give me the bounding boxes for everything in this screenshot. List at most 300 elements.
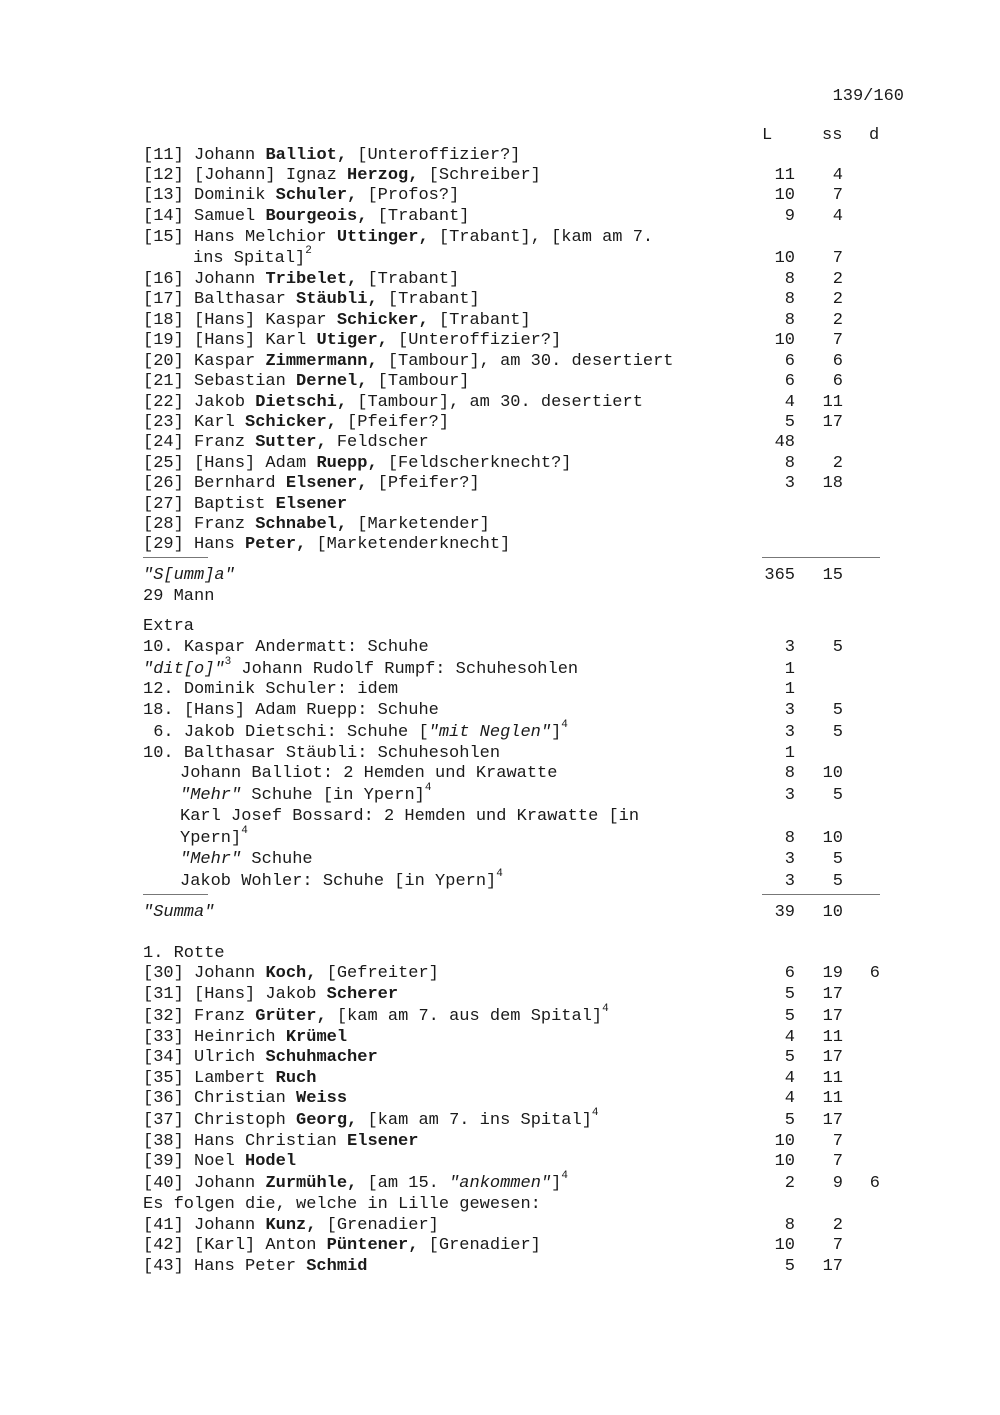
- table-row: [0, 186, 1000, 206]
- list-item: [0, 807, 1000, 827]
- entry-number: [16]: [143, 270, 184, 289]
- value-L: 3: [784, 638, 795, 657]
- entry-number: [36]: [143, 1089, 184, 1108]
- item-text: Schuhe [in Ypern]: [241, 786, 425, 805]
- entry-number: [17]: [143, 290, 184, 309]
- entry-number: [24]: [143, 433, 184, 452]
- surname: Uttinger,: [336, 228, 429, 247]
- given-name: Lambert: [194, 1069, 276, 1088]
- list-item: [0, 868, 1000, 892]
- entry-text: [143, 1048, 378, 1068]
- value-L: 10: [774, 186, 795, 205]
- given-name: [Hans] Adam: [194, 454, 317, 473]
- entry-number: [37]: [143, 1111, 184, 1130]
- surname: Peter,: [245, 535, 307, 554]
- section-title-row: [0, 944, 1000, 964]
- table-row: [0, 1003, 1000, 1027]
- value-L: 1: [784, 744, 795, 763]
- surname: Herzog,: [347, 166, 419, 185]
- note-row: [0, 1195, 1000, 1215]
- value-ss: 10: [822, 764, 843, 783]
- value-ss: 6: [832, 372, 843, 391]
- entry-number: [30]: [143, 964, 184, 983]
- entry-text: [143, 290, 480, 310]
- entry-number: [43]: [143, 1257, 184, 1276]
- list-item: [0, 764, 1000, 784]
- table-row: [0, 146, 1000, 166]
- value-ss: 2: [832, 1216, 843, 1235]
- table-row: [0, 964, 1000, 984]
- footnote-ref: 4: [241, 825, 248, 838]
- value-L: 10: [774, 1152, 795, 1171]
- entry-text: [193, 245, 312, 269]
- sum-label: "Summa": [143, 903, 215, 922]
- value-d: 6: [869, 964, 880, 983]
- surname: Hodel: [245, 1152, 297, 1171]
- entry-number: [22]: [143, 393, 184, 412]
- given-name: [Hans] Karl: [194, 331, 317, 350]
- entry-number: [41]: [143, 1216, 184, 1235]
- table-row: [0, 1257, 1000, 1277]
- entry-text: [180, 764, 557, 784]
- entry-note: [Trabant]: [428, 311, 531, 330]
- page-number: 139/160: [832, 87, 904, 106]
- table-row: [0, 1107, 1000, 1131]
- surname: Weiss: [296, 1089, 348, 1108]
- entry-number: [39]: [143, 1152, 184, 1171]
- given-name: Johann: [194, 1216, 266, 1235]
- entry-text: [180, 807, 639, 827]
- value-ss: 7: [832, 1132, 843, 1151]
- entry-number: 6.: [143, 723, 174, 742]
- surname: Grüter,: [255, 1007, 327, 1026]
- entry-number: [42]: [143, 1236, 184, 1255]
- given-name: Johann: [194, 1174, 266, 1193]
- value-ss: 5: [832, 638, 843, 657]
- entry-note: Feldscher: [326, 433, 429, 452]
- surname: Utiger,: [316, 331, 388, 350]
- table-row: [0, 245, 1000, 269]
- footnote-ref: 4: [602, 1003, 609, 1016]
- entry-text: [143, 372, 470, 392]
- value-L: 3: [784, 850, 795, 869]
- value-L: 8: [784, 764, 795, 783]
- given-name: Baptist: [194, 495, 276, 514]
- value-L: 4: [784, 1028, 795, 1047]
- entry-note: [Unteroffizier?]: [347, 146, 521, 165]
- surname: Bourgeois,: [265, 207, 368, 226]
- entry-text: [143, 331, 561, 351]
- item-text: Balthasar Stäubli: Schuhesohlen: [183, 744, 501, 763]
- section-title: Extra: [143, 617, 195, 636]
- surname: Balliot,: [265, 146, 348, 165]
- entry-note: [Gefreiter]: [316, 964, 439, 983]
- surname: Schuler,: [275, 186, 358, 205]
- given-name: Franz: [194, 515, 256, 534]
- given-name: Sebastian: [194, 372, 297, 391]
- surname: Stäubli,: [296, 290, 378, 309]
- value-L: 5: [784, 985, 795, 1004]
- rule-right: [762, 894, 880, 895]
- entry-text: [143, 166, 541, 186]
- value-ss: 4: [832, 207, 843, 226]
- entry-note: [Trabant]: [367, 207, 470, 226]
- given-name: Hans: [194, 535, 246, 554]
- entry-number: [19]: [143, 331, 184, 350]
- entry-number: [25]: [143, 454, 184, 473]
- item-text: Schuhe: [241, 850, 313, 869]
- quoted-term: "ankommen": [449, 1174, 552, 1193]
- entry-text: [143, 311, 531, 331]
- value-L: 3: [784, 701, 795, 720]
- entry-text: [143, 964, 439, 984]
- entry-note: [Grenadier]: [316, 1216, 439, 1235]
- table-row: [0, 331, 1000, 351]
- entry-text: [143, 433, 429, 453]
- table-row: [0, 228, 1000, 248]
- value-L: 3: [784, 474, 795, 493]
- entry-number: [14]: [143, 207, 184, 226]
- value-ss: 11: [822, 1089, 843, 1108]
- value-L: 5: [784, 1111, 795, 1130]
- entry-number: [23]: [143, 413, 184, 432]
- given-name: Hans Peter: [194, 1257, 307, 1276]
- value-L: 6: [784, 964, 795, 983]
- entry-text: [143, 535, 510, 555]
- value-L: 3: [784, 723, 795, 742]
- surname: Sutter,: [255, 433, 327, 452]
- entry-number: [38]: [143, 1132, 184, 1151]
- entry-text: [143, 1236, 541, 1256]
- table-row: [0, 166, 1000, 186]
- count-text: 29 Mann: [143, 587, 215, 606]
- entry-text: [143, 680, 398, 700]
- entry-note: [Marketenderknecht]: [306, 535, 511, 554]
- entry-text: [143, 656, 579, 680]
- list-item: [0, 744, 1000, 764]
- section-title: 1. Rotte: [143, 944, 225, 963]
- given-name: Noel: [194, 1152, 246, 1171]
- entry-text: [143, 228, 653, 248]
- entry-text: [143, 495, 347, 515]
- entry-note: [Unteroffizier?]: [387, 331, 562, 350]
- value-L: 5: [784, 1007, 795, 1026]
- given-name: [Hans] Kaspar: [194, 311, 337, 330]
- value-ss: 5: [832, 786, 843, 805]
- table-row: [0, 1132, 1000, 1152]
- value-L: 6: [784, 372, 795, 391]
- value-ss: 17: [822, 1111, 843, 1130]
- entry-text: [143, 352, 674, 372]
- table-row: [0, 985, 1000, 1005]
- value-ss: 10: [822, 829, 843, 848]
- table-row: [0, 1048, 1000, 1068]
- entry-note: [Grenadier]: [418, 1236, 541, 1255]
- list-item: [0, 825, 1000, 849]
- table-row: [0, 433, 1000, 453]
- entry-text: [143, 638, 429, 658]
- value-ss: 7: [832, 249, 843, 268]
- list-item: [0, 850, 1000, 870]
- table-row: [0, 311, 1000, 331]
- entry-number: [13]: [143, 186, 184, 205]
- entry-note: [Trabant]: [377, 290, 480, 309]
- given-name: Heinrich: [194, 1028, 286, 1047]
- surname: Georg,: [296, 1111, 358, 1130]
- item-text: Dominik Schuler: idem: [183, 680, 399, 699]
- given-name: Johann: [194, 270, 266, 289]
- surname: Schuhmacher: [265, 1048, 378, 1067]
- value-L: 4: [784, 393, 795, 412]
- entry-text: [143, 413, 449, 433]
- table-row: [0, 495, 1000, 515]
- given-name: Johann: [194, 146, 266, 165]
- value-ss: 5: [832, 850, 843, 869]
- section-title-row: [0, 617, 1000, 637]
- footnote-ref: 4: [561, 719, 568, 732]
- entry-number: 18.: [143, 701, 174, 720]
- item-text: Johann Rudolf Rumpf: Schuhesohlen: [231, 660, 579, 679]
- value-ss: 17: [822, 985, 843, 1004]
- value-ss: 2: [832, 454, 843, 473]
- value-ss: 5: [832, 723, 843, 742]
- entry-number: [21]: [143, 372, 184, 391]
- entry-note: [Tambour], am 30. desertiert: [347, 393, 643, 412]
- surname: Koch,: [265, 964, 317, 983]
- entry-text: [143, 186, 459, 206]
- table-row: [0, 352, 1000, 372]
- entry-text: [143, 207, 470, 227]
- table-row: [0, 1236, 1000, 1256]
- entry-text: [143, 474, 480, 494]
- value-L: 1: [784, 680, 795, 699]
- value-ss: 5: [832, 701, 843, 720]
- value-ss: 7: [832, 331, 843, 350]
- surname: Schnabel,: [255, 515, 348, 534]
- table-row: [0, 1069, 1000, 1089]
- given-name: Bernhard: [194, 474, 286, 493]
- given-name: [Johann] Ignaz: [194, 166, 348, 185]
- sum-label: "S[umm]a": [143, 566, 235, 585]
- surname: Zimmermann,: [265, 352, 378, 371]
- value-L: 4: [784, 1069, 795, 1088]
- value-L: 10: [774, 249, 795, 268]
- footnote-ref: 4: [591, 1107, 599, 1120]
- value-L: 8: [784, 270, 795, 289]
- entry-text: [143, 146, 521, 166]
- entry-number: [20]: [143, 352, 184, 371]
- surname: Krümel: [285, 1028, 348, 1047]
- value-L: 8: [784, 290, 795, 309]
- entry-note: [Pfeifer?]: [336, 413, 450, 432]
- list-item: [0, 719, 1000, 743]
- entry-text: [180, 782, 432, 806]
- value-L: 8: [784, 829, 795, 848]
- given-name: Samuel: [194, 207, 266, 226]
- given-name: Karl: [194, 413, 246, 432]
- given-name: Franz: [194, 433, 256, 452]
- entry-note: [Tambour], am 30. desertiert: [377, 352, 674, 371]
- entry-note: [Trabant]: [357, 270, 460, 289]
- value-L: 10: [774, 1236, 795, 1255]
- value-L: 8: [784, 1216, 795, 1235]
- value-ss: 5: [832, 872, 843, 891]
- column-header-d: d: [869, 126, 880, 145]
- given-name: ins Spital]: [193, 249, 306, 268]
- value-ss: 2: [832, 311, 843, 330]
- surname: Kunz,: [265, 1216, 317, 1235]
- rule-left: [143, 894, 208, 895]
- quoted-term: "mit Neglen": [428, 723, 552, 742]
- list-item: [0, 656, 1000, 680]
- count-row: [0, 587, 1000, 607]
- entry-note: [am 15.: [357, 1174, 450, 1193]
- value-ss: 15: [822, 566, 843, 585]
- entry-number: [40]: [143, 1174, 184, 1193]
- value-L: 10: [774, 1132, 795, 1151]
- entry-note: [Tambour]: [367, 372, 470, 391]
- surname: Püntener,: [326, 1236, 419, 1255]
- entry-text: [143, 1107, 599, 1131]
- entry-number: [27]: [143, 495, 184, 514]
- value-L: 5: [784, 1257, 795, 1276]
- surname: Dietschi,: [255, 393, 348, 412]
- given-name: Hans Melchior: [194, 228, 337, 247]
- table-row: [0, 535, 1000, 555]
- table-row: [0, 1028, 1000, 1048]
- value-L: 5: [784, 413, 795, 432]
- column-header-ss: ss: [822, 126, 843, 145]
- sum-row: [0, 566, 1000, 586]
- entry-text: [143, 1089, 347, 1109]
- quoted-term: "dit[o]": [143, 660, 225, 679]
- table-row: [0, 207, 1000, 227]
- entry-text: [143, 1257, 367, 1277]
- surname: Elsener: [347, 1132, 419, 1151]
- entry-number: [35]: [143, 1069, 184, 1088]
- entry-text: [143, 515, 490, 535]
- value-ss: 9: [832, 1174, 843, 1193]
- entry-number: [12]: [143, 166, 184, 185]
- table-row: [0, 290, 1000, 310]
- entry-text: [143, 1216, 439, 1236]
- entry-text: [143, 1069, 316, 1089]
- value-ss: 7: [832, 186, 843, 205]
- item-text: Karl Josef Bossard: 2 Hemden und Krawatte [in: [180, 807, 640, 826]
- entry-note: [Feldscherknecht?]: [377, 454, 572, 473]
- entry-number: [32]: [143, 1007, 184, 1026]
- value-L: 3: [784, 872, 795, 891]
- entry-note: ]: [551, 1174, 562, 1193]
- entry-number: [18]: [143, 311, 184, 330]
- surname: Schicker,: [245, 413, 337, 432]
- item-text: Jakob Wohler: Schuhe [in Ypern]: [180, 872, 497, 891]
- item-text: ]: [551, 723, 562, 742]
- entry-note: [Schreiber]: [418, 166, 541, 185]
- given-name: [Karl] Anton: [194, 1236, 327, 1255]
- value-L: 8: [784, 311, 795, 330]
- list-item: [0, 680, 1000, 700]
- value-L: 2: [784, 1174, 795, 1193]
- list-item: [0, 701, 1000, 721]
- value-ss: 18: [822, 474, 843, 493]
- entry-note: [kam am 7. aus dem Spital]: [326, 1007, 603, 1026]
- value-ss: 7: [832, 1152, 843, 1171]
- entry-text: [143, 1028, 347, 1048]
- quoted-term: "Mehr": [180, 786, 242, 805]
- entry-text: [143, 1170, 568, 1194]
- surname: Elsener,: [285, 474, 368, 493]
- given-name: Dominik: [194, 186, 276, 205]
- value-L: 9: [784, 207, 795, 226]
- surname: Elsener: [275, 495, 348, 514]
- surname: Scherer: [326, 985, 399, 1004]
- entry-number: 10.: [143, 638, 174, 657]
- rule-left: [143, 557, 208, 558]
- table-row: [0, 474, 1000, 494]
- sum-row: [0, 903, 1000, 923]
- entry-text: [143, 454, 572, 474]
- table-row: [0, 1216, 1000, 1236]
- given-name: Christoph: [194, 1111, 297, 1130]
- entry-text: [143, 1003, 609, 1027]
- item-text: Ypern]: [180, 829, 242, 848]
- quoted-term: "Mehr": [180, 850, 242, 869]
- table-row: [0, 1152, 1000, 1172]
- entry-text: [143, 985, 398, 1005]
- entry-text: [143, 744, 500, 764]
- surname: Ruepp,: [316, 454, 378, 473]
- value-ss: 4: [832, 166, 843, 185]
- surname: Dernel,: [296, 372, 368, 391]
- entry-number: [28]: [143, 515, 184, 534]
- entry-text: [143, 270, 459, 290]
- value-L: 365: [764, 566, 795, 585]
- entry-number: [11]: [143, 146, 184, 165]
- entry-text: [180, 850, 313, 870]
- value-d: 6: [869, 1174, 880, 1193]
- table-row: [0, 515, 1000, 535]
- entry-note: [kam am 7. ins Spital]: [357, 1111, 592, 1130]
- entry-text: [180, 868, 503, 892]
- entry-number: [15]: [143, 228, 184, 247]
- surname: Tribelet,: [265, 270, 358, 289]
- footnote-ref: 4: [424, 782, 432, 795]
- given-name: Franz: [194, 1007, 256, 1026]
- value-ss: 11: [822, 1028, 843, 1047]
- list-item: [0, 638, 1000, 658]
- given-name: [Hans] Jakob: [194, 985, 327, 1004]
- entry-note: [Trabant], [kam am 7.: [428, 228, 654, 247]
- value-L: 11: [774, 166, 795, 185]
- item-text: [Hans] Adam Ruepp: Schuhe: [183, 701, 439, 720]
- given-name: Kaspar: [194, 352, 266, 371]
- value-L: 3: [784, 786, 795, 805]
- table-row: [0, 1170, 1000, 1194]
- value-L: 48: [774, 433, 795, 452]
- entry-number: [26]: [143, 474, 184, 493]
- entry-text: [143, 701, 439, 721]
- entry-note: [Pfeifer?]: [367, 474, 480, 493]
- item-text: Kaspar Andermatt: Schuhe: [183, 638, 429, 657]
- list-item: [0, 782, 1000, 806]
- entry-text: [143, 1132, 418, 1152]
- section-note: Es folgen die, welche in Lille gewesen:: [143, 1195, 541, 1214]
- entry-number: [31]: [143, 985, 184, 1004]
- given-name: Johann: [194, 964, 266, 983]
- value-L: 10: [774, 331, 795, 350]
- column-header-L: L: [762, 126, 773, 145]
